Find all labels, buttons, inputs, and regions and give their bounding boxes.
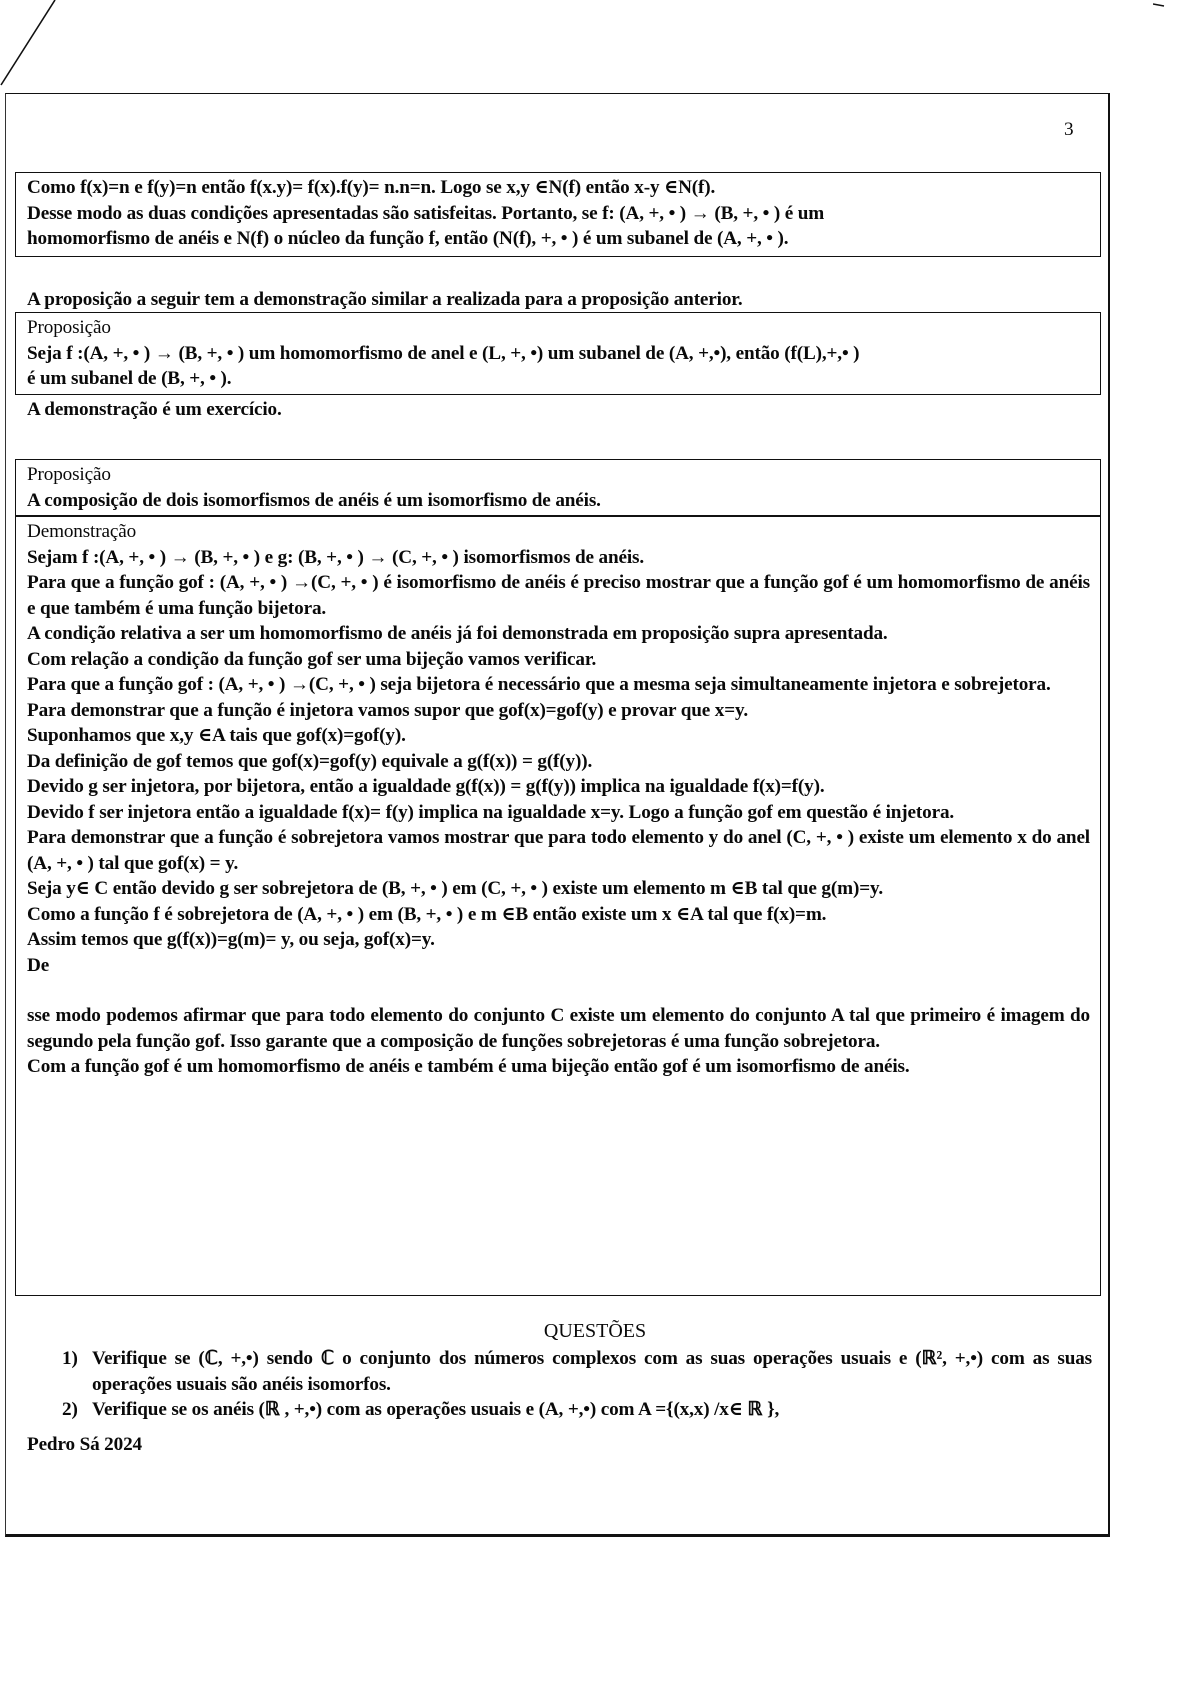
text-line: Desse modo as duas condições apresentadas são satisfeitas. Portanto, se f: (A, +, • ) → (B, +, • ) é um <box>27 202 825 224</box>
proof-paragraph: Devido f ser injetora então a igualdade f(x)= f(y) implica na igualdade x=y. Logo a função gof em questão é injetora. <box>27 801 955 823</box>
question-text: Verifique se os anéis (ℝ , +,•) com as operações usuais e (A, +,•) com A ={(x,x) /x∈ ℝ }, <box>92 1399 780 1420</box>
proof-paragraph: De <box>27 954 50 976</box>
proof-paragraph: sse modo podemos afirmar que para todo elemento do conjunto C existe um elemento do conjunto A tal que primeiro é imagem do segundo pela função gof. Isso garante que a composição de funções sobrejetoras é uma função sobrejetora. <box>27 1005 1090 1052</box>
blank-line <box>27 978 1090 1003</box>
proof-paragraph: Para demonstrar que a função é sobrejetora vamos mostrar que para todo elemento y do anel (C, +, • ) existe um elemento x do anel (A, +, • ) tal que gof(x) = y. <box>27 827 1090 874</box>
proposition-heading: Proposição <box>27 317 111 338</box>
proof-paragraph: Com a função gof é um homomorfismo de anéis e também é uma bijeção então gof é um isomorfismo de anéis. <box>27 1056 910 1077</box>
proposition-text-line: Seja f :(A, +, • ) → (B, +, • ) um homomorfismo de anel e (L, +, •) um subanel de (A, +,•), então (f(L),+,• ) <box>27 342 860 364</box>
proposition-heading: Proposição <box>27 464 111 485</box>
proof-paragraph: Assim temos que g(f(x))=g(m)= y, ou seja, gof(x)=y. <box>27 929 435 950</box>
proof-paragraph: Para que a função gof : (A, +, • ) →(C, +, • ) é isomorfismo de anéis é preciso mostrar que a função gof é um homomorfismo de anéis e que também é uma função bijetora. <box>27 572 1090 619</box>
proof-paragraph: Da definição de gof temos que gof(x)=gof(y) equivale a g(f(x)) = g(f(y)). <box>27 750 593 772</box>
question-number: 1) <box>62 1348 78 1369</box>
proof-paragraph: Como a função f é sobrejetora de (A, +, • ) em (B, +, • ) e m ∈B então existe um x ∈A tal que f(x)=m. <box>27 903 827 925</box>
proof-paragraph: Para que a função gof : (A, +, • ) →(C, +, • ) seja bijetora é necessário que a mesma seja simultaneamente injetora e sobrejetora. <box>27 674 1051 695</box>
question-item <box>62 1397 1092 1423</box>
question-number: 2) <box>62 1399 78 1420</box>
pen-stroke-mark <box>0 0 60 90</box>
page-number: 3 <box>1064 119 1074 140</box>
proof-paragraph: A condição relativa a ser um homomorfismo de anéis já foi demonstrada em proposição supra apresentada. <box>27 623 888 644</box>
author-footer: Pedro Sá 2024 <box>27 1434 142 1455</box>
proof-paragraph: Para demonstrar que a função é injetora vamos supor que gof(x)=gof(y) e provar que x=y. <box>27 699 749 721</box>
exercise-note: A demonstração é um exercício. <box>27 399 282 420</box>
proof-paragraph: Suponhamos que x,y ∈A tais que gof(x)=gof(y). <box>27 725 406 746</box>
questions-list <box>62 1346 1092 1423</box>
scan-mark <box>1153 3 1165 7</box>
question-text: Verifique se (ℂ, +,•) sendo ℂ o conjunto dos números complexos com as suas operações usuais e (ℝ², +,•) com as suas operações usuais são anéis isomorfos. <box>92 1348 1092 1395</box>
question-item <box>62 1346 1092 1397</box>
proof-paragraph: Devido g ser injetora, por bijetora, então a igualdade g(f(x)) = g(f(y)) implica na igualdade f(x)=f(y). <box>27 776 825 797</box>
proof-paragraph: Sejam f :(A, +, • ) → (B, +, • ) e g: (B, +, • ) → (C, +, • ) isomorfismos de anéis. <box>27 546 645 568</box>
intro-sentence: A proposição a seguir tem a demonstração similar a realizada para a proposição anterior. <box>27 289 743 310</box>
proof-paragraph: Seja y∈ C então devido g ser sobrejetora de (B, +, • ) em (C, +, • ) existe um elemento m ∈B tal que g(m)=y. <box>27 878 884 899</box>
proof-heading: Demonstração <box>27 521 137 542</box>
text-line: Como f(x)=n e f(y)=n então f(x.y)= f(x).f(y)= n.n=n. Logo se x,y ∈N(f) então x-y ∈N(f). <box>27 177 716 198</box>
questions-title: QUESTÕES <box>543 1320 647 1342</box>
text-line: homomorfismo de anéis e N(f) o núcleo da função f, então (N(f), +, • ) é um subanel de (A, +, • ). <box>27 228 789 249</box>
proof-box <box>15 517 1101 1296</box>
proposition-box-subring-image <box>15 312 1101 395</box>
proposition-box-composition <box>15 459 1101 517</box>
proof-paragraph: Com relação a condição da função gof ser uma bijeção vamos verificar. <box>27 648 597 670</box>
previous-proof-conclusion-box <box>15 172 1101 257</box>
proposition-text-line: é um subanel de (B, +, • ). <box>27 368 232 389</box>
proposition-statement: A composição de dois isomorfismos de anéis é um isomorfismo de anéis. <box>27 489 601 511</box>
